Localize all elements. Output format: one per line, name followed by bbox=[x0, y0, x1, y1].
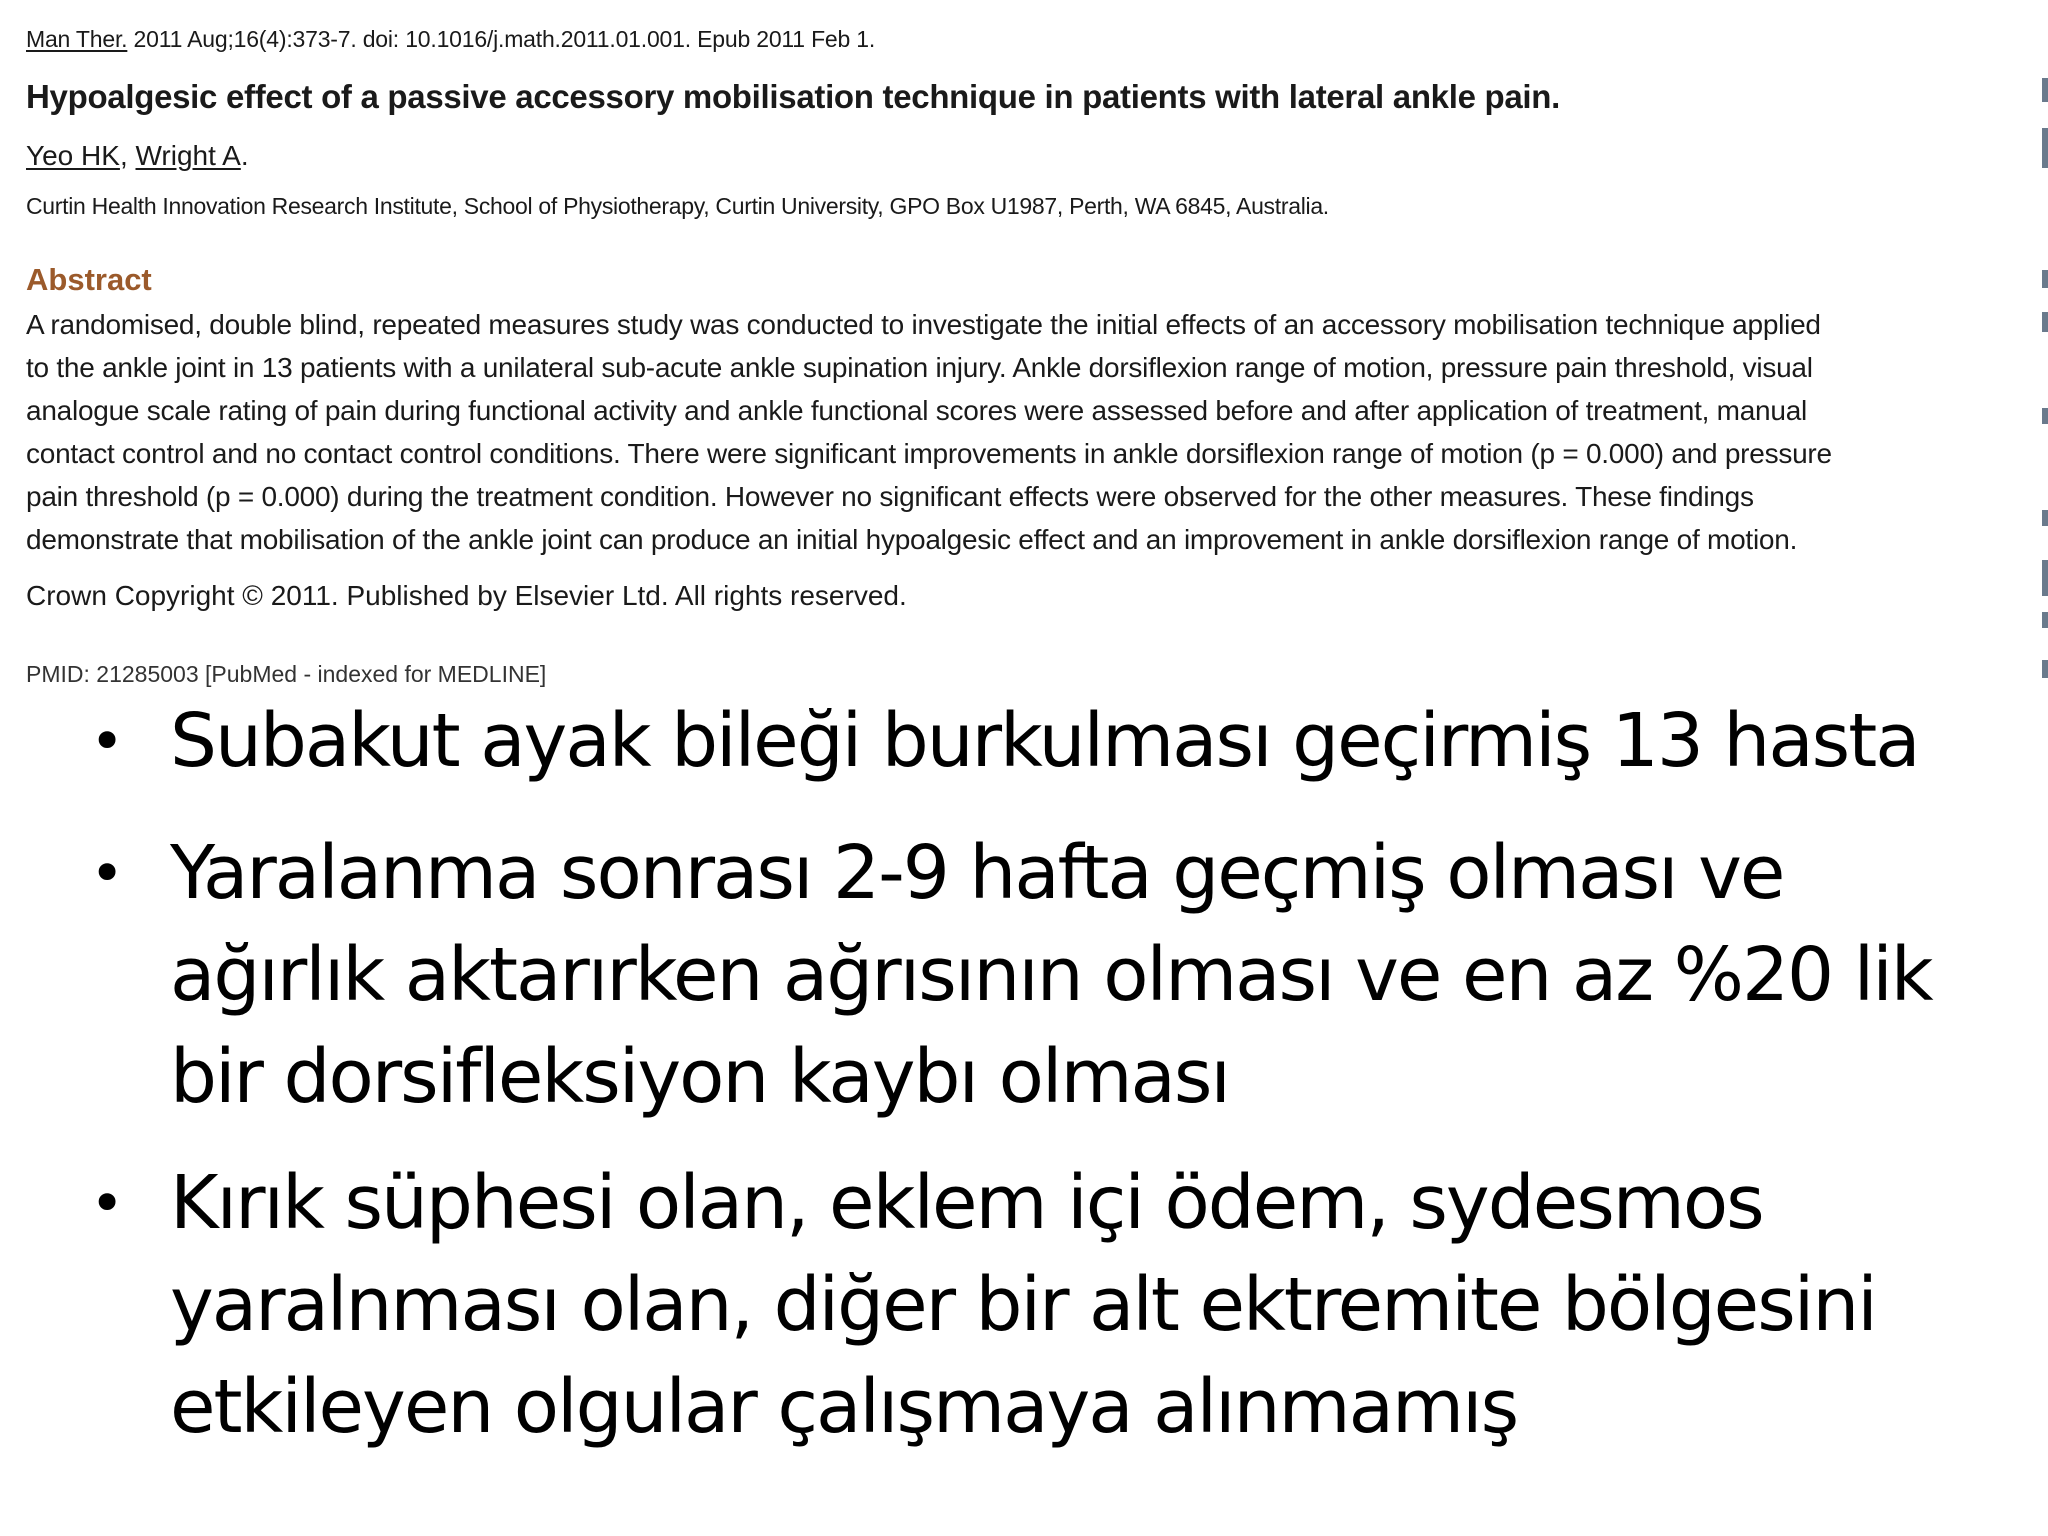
edge-fragment bbox=[2042, 612, 2048, 628]
abstract-text bbox=[26, 303, 2024, 561]
cropped-sidebar-edge bbox=[2034, 0, 2048, 700]
bullet-line: yaralnması olan, diğer bir alt ektremite bölgesini bbox=[170, 1262, 1876, 1348]
abstract-line: contact control and no contact control conditions. There were significant improvements in ankle dorsiflexion range of motion (p = 0.000) and pressure bbox=[26, 438, 1832, 469]
pmid-line: PMID: 21285003 [PubMed - indexed for MEDLINE] bbox=[26, 661, 547, 687]
bullet-item bbox=[90, 822, 1990, 1128]
edge-fragment bbox=[2042, 560, 2048, 596]
author-separator: , bbox=[119, 140, 136, 171]
bullet-symbol: • bbox=[90, 707, 123, 775]
bullet-text bbox=[170, 1152, 1990, 1458]
citation-line bbox=[26, 26, 875, 53]
bullet-line: Yaralanma sonrası 2-9 hafta geçmiş olması ve bbox=[170, 830, 1784, 916]
bullet-symbol: • bbox=[90, 839, 123, 907]
bullet-line: ağırlık aktarırken ağrısının olması ve en az %20 lik bbox=[170, 932, 1932, 1018]
author-list-end: . bbox=[240, 140, 249, 171]
copyright-notice: Crown Copyright © 2011. Published by Elsevier Ltd. All rights reserved. bbox=[26, 580, 907, 611]
affiliation: Curtin Health Innovation Research Institute, School of Physiotherapy, Curtin University, GPO Box U1987, Perth, WA 6845, Australia. bbox=[26, 193, 1329, 219]
abstract-line: demonstrate that mobilisation of the ankle joint can produce an initial hypoalgesic effect and an improvement in ankle dorsiflexion range of motion. bbox=[26, 524, 1798, 555]
author-list bbox=[26, 140, 249, 172]
bullet-text bbox=[170, 822, 1990, 1128]
abstract-line: to the ankle joint in 13 patients with a unilateral sub-acute ankle supination injury. Ankle dorsiflexion range of motion, pressure pain threshold, visual bbox=[26, 352, 1813, 383]
edge-fragment bbox=[2042, 270, 2048, 288]
bullet-text bbox=[170, 690, 1990, 792]
author-link-yeo[interactable]: Yeo HK bbox=[26, 140, 120, 171]
bullet-line: Subakut ayak bileği burkulması geçirmiş 13 hasta bbox=[170, 698, 1919, 784]
abstract-line: analogue scale rating of pain during functional activity and ankle functional scores were assessed before and after application of treatment, manual bbox=[26, 395, 1807, 426]
bullet-item bbox=[90, 690, 1990, 792]
article-title: Hypoalgesic effect of a passive accessory mobilisation technique in patients with lateral ankle pain. bbox=[26, 78, 1561, 115]
bullet-symbol: • bbox=[90, 1169, 123, 1237]
edge-fragment bbox=[2042, 128, 2048, 168]
edge-fragment bbox=[2042, 78, 2048, 102]
citation-details: 2011 Aug;16(4):373-7. doi: 10.1016/j.math.2011.01.001. Epub 2011 Feb 1. bbox=[127, 26, 876, 52]
bullet-item bbox=[90, 1152, 1990, 1458]
author-link-wright[interactable]: Wright A bbox=[135, 140, 241, 171]
edge-fragment bbox=[2042, 660, 2048, 678]
edge-fragment bbox=[2042, 510, 2048, 526]
bullet-line: Kırık süphesi olan, eklem içi ödem, sydesmos bbox=[170, 1160, 1763, 1246]
pubmed-abstract-screenshot bbox=[0, 0, 2048, 700]
bullet-line: bir dorsifleksiyon kaybı olması bbox=[170, 1034, 1229, 1120]
bullet-line: etkileyen olgular çalışmaya alınmamış bbox=[170, 1364, 1518, 1450]
journal-link[interactable]: Man Ther. bbox=[26, 26, 128, 52]
abstract-heading: Abstract bbox=[26, 262, 152, 297]
edge-fragment bbox=[2042, 312, 2048, 332]
abstract-line: A randomised, double blind, repeated measures study was conducted to investigate the initial effects of an accessory mobilisation technique applied bbox=[26, 309, 1821, 340]
edge-fragment bbox=[2042, 408, 2048, 424]
slide-bullet-list bbox=[0, 690, 2048, 1536]
abstract-line: pain threshold (p = 0.000) during the treatment condition. However no significant effects were observed for the other measures. These findings bbox=[26, 481, 1754, 512]
